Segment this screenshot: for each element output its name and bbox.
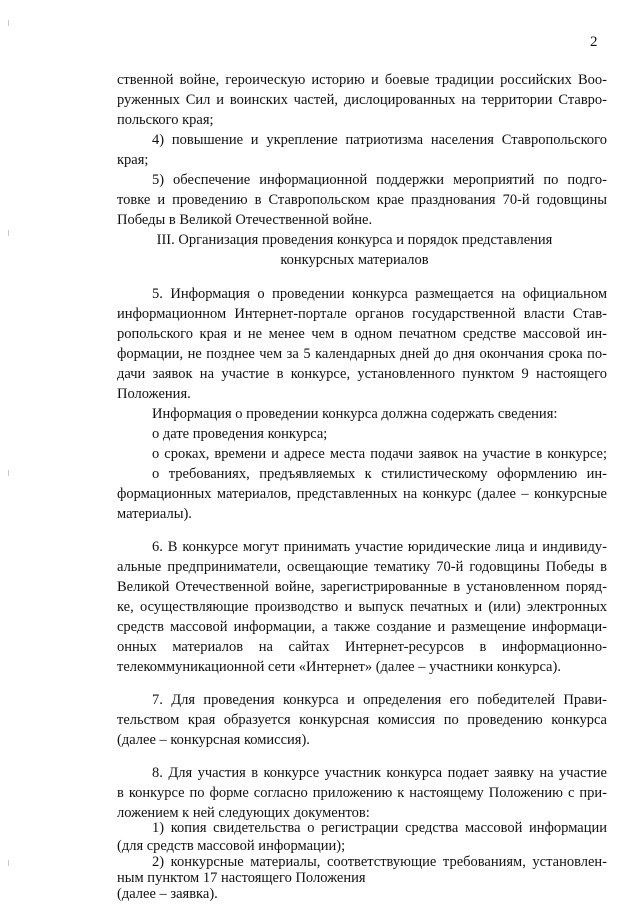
text-line: альные предприниматели, освещающие тематику 70-й годовщины Победы в [117, 559, 607, 575]
text-line: руженных Сил и воинских частей, дислоцированных на территории Ставро- [117, 92, 607, 108]
text-line: телекоммуникационной сети «Интернет» (далее – участники конкурса). [117, 659, 561, 675]
text-line: тельством края образуется конкурсная комиссия по проведению конкурса [117, 712, 607, 728]
text-line: Информация о проведении конкурса должна содержать сведения: [152, 406, 558, 422]
text-line: 5. Информация о проведении конкурса размещается на официальном [152, 286, 607, 302]
text-line: 1) копия свидетельства о регистрации средства массовой информации [152, 820, 607, 836]
scan-edge-mark [8, 20, 9, 26]
text-line: 5) обеспечение информационной поддержки мероприятий по подго- [152, 172, 607, 188]
text-line: о требованиях, предъявляемых к стилистическому оформлению ин- [152, 466, 607, 482]
text-line: (далее – заявка). [117, 886, 218, 902]
text-line: 2) конкурсные материалы, соответствующие требованиям, установлен- [152, 854, 607, 870]
text-line: края; [117, 152, 149, 168]
text-line: формации, не позднее чем за 5 календарных дней до дня окончания срока по- [117, 346, 607, 362]
text-line: 7. Для проведения конкурса и определения его победителей Прави- [152, 692, 607, 708]
text-line: Положения. [117, 386, 191, 402]
text-line: Великой Отечественной войне, зарегистрированные в установленном поряд- [117, 579, 607, 595]
section-heading: конкурсных материалов [280, 252, 429, 268]
text-line: дачи заявок на участие в конкурсе, установленного пунктом 9 настоящего [117, 366, 607, 382]
scan-edge-mark [8, 860, 9, 866]
text-line: Победы в Великой Отечественной войне. [117, 212, 373, 228]
text-line: о сроках, времени и адресе места подачи заявок на участие в конкурсе; [152, 446, 607, 462]
text-line: материалы). [117, 506, 192, 522]
scan-edge-mark [8, 230, 9, 236]
scan-edge-mark [8, 470, 9, 476]
text-line: 6. В конкурсе могут принимать участие юридические лица и индивиду- [152, 539, 607, 555]
text-line: онных материалов на сайтах Интернет-ресурсов в информационно- [117, 639, 607, 655]
text-line: ропольского края и не менее чем в одном печатном средстве массовой ин- [117, 326, 607, 342]
text-line: ке, осуществляющие производство и выпуск печатных и (или) электронных [117, 599, 607, 615]
text-line: о дате проведения конкурса; [152, 426, 328, 442]
page-number: 2 [590, 34, 598, 50]
text-line: товке и проведению в Ставропольском крае празднования 70-й годовщины [117, 192, 607, 208]
section-heading: III. Организация проведения конкурса и порядок представления [156, 232, 553, 248]
text-line: ложением к ней следующих документов: [117, 805, 370, 821]
text-line: средств массовой информации, а также создание и размещение информаци- [117, 619, 607, 635]
text-line: 4) повышение и укрепление патриотизма населения Ставропольского [152, 132, 607, 148]
text-line: в конкурсе по форме согласно приложению к настоящему Положению с при- [117, 785, 607, 801]
text-line: информационном Интернет-портале органов государственной власти Став- [117, 306, 607, 322]
text-line: ственной войне, героическую историю и боевые традиции российских Воо- [117, 72, 607, 88]
text-line: ным пунктом 17 настоящего Положения [117, 870, 366, 886]
text-line: польского края; [117, 112, 214, 128]
text-line: 8. Для участия в конкурсе участник конкурса подает заявку на участие [152, 765, 607, 781]
text-line: формационных материалов, представленных на конкурс (далее – конкурсные [117, 486, 607, 502]
text-line: (далее – конкурсная комиссия). [117, 732, 310, 748]
text-line: (для средств массовой информации); [117, 838, 346, 854]
